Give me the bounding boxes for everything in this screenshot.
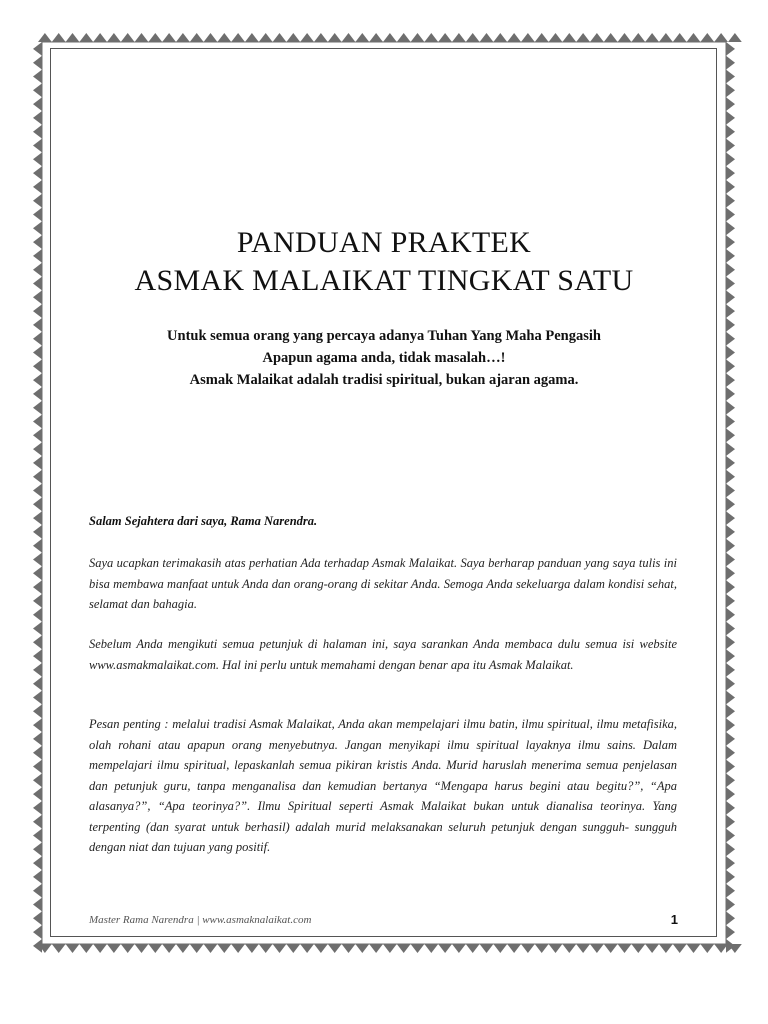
- border-triangle: [726, 401, 735, 415]
- border-triangle: [33, 511, 42, 525]
- border-triangle: [726, 704, 735, 718]
- border-triangle: [273, 33, 287, 42]
- border-triangle: [535, 944, 549, 953]
- border-triangle: [726, 594, 735, 608]
- border-triangle: [726, 691, 735, 705]
- border-triangle: [33, 608, 42, 622]
- border-triangle: [217, 33, 231, 42]
- border-triangle: [424, 33, 438, 42]
- border-triangle: [726, 208, 735, 222]
- border-triangle: [424, 944, 438, 953]
- border-triangle: [245, 33, 259, 42]
- border-triangle: [576, 944, 590, 953]
- border-triangle: [148, 944, 162, 953]
- border-triangle: [726, 746, 735, 760]
- border-triangle: [726, 497, 735, 511]
- border-triangle: [411, 944, 425, 953]
- border-triangle: [33, 663, 42, 677]
- border-triangle: [33, 691, 42, 705]
- border-triangle: [33, 525, 42, 539]
- border-triangle: [33, 194, 42, 208]
- border-triangle: [79, 33, 93, 42]
- border-triangle: [33, 842, 42, 856]
- border-triangle: [590, 33, 604, 42]
- border-triangle: [726, 97, 735, 111]
- border-triangle: [726, 70, 735, 84]
- border-triangle: [714, 33, 728, 42]
- border-triangle: [33, 884, 42, 898]
- border-triangle: [726, 566, 735, 580]
- border-triangle: [726, 166, 735, 180]
- border-triangle: [438, 944, 452, 953]
- border-triangle: [33, 787, 42, 801]
- border-triangle: [328, 944, 342, 953]
- border-triangle: [33, 704, 42, 718]
- border-triangle: [33, 497, 42, 511]
- border-triangle: [33, 801, 42, 815]
- border-triangle: [521, 944, 535, 953]
- border-triangle: [33, 415, 42, 429]
- border-triangle: [700, 944, 714, 953]
- border-triangle: [33, 732, 42, 746]
- border-triangle: [576, 33, 590, 42]
- border-triangle: [726, 801, 735, 815]
- subtitle-line1: Untuk semua orang yang percaya adanya Tuhan Yang Maha Pengasih: [167, 328, 601, 344]
- border-triangle: [135, 33, 149, 42]
- border-triangle: [726, 304, 735, 318]
- border-triangle: [286, 33, 300, 42]
- border-triangle: [314, 33, 328, 42]
- border-triangle: [121, 944, 135, 953]
- border-triangle: [700, 33, 714, 42]
- border-triangle: [33, 898, 42, 912]
- border-triangle: [231, 33, 245, 42]
- border-triangle: [726, 511, 735, 525]
- border-triangle: [231, 944, 245, 953]
- border-triangle: [631, 33, 645, 42]
- border-triangle: [107, 33, 121, 42]
- border-triangle: [726, 870, 735, 884]
- border-triangle: [33, 97, 42, 111]
- border-triangle: [562, 33, 576, 42]
- border-triangle: [148, 33, 162, 42]
- border-triangle: [726, 787, 735, 801]
- border-triangle: [714, 944, 728, 953]
- border-triangle: [33, 70, 42, 84]
- border-triangle: [549, 944, 563, 953]
- border-triangle: [38, 33, 52, 42]
- border-triangle: [687, 33, 701, 42]
- border-triangle: [328, 33, 342, 42]
- border-triangle: [726, 635, 735, 649]
- border-triangle: [217, 944, 231, 953]
- border-triangle: [397, 33, 411, 42]
- border-triangle: [726, 829, 735, 843]
- border-triangle: [726, 442, 735, 456]
- border-triangle: [726, 925, 735, 939]
- border-triangle: [300, 944, 314, 953]
- border-triangle: [342, 944, 356, 953]
- border-triangle: [726, 663, 735, 677]
- border-triangle: [726, 580, 735, 594]
- border-triangle: [33, 829, 42, 843]
- border-triangle: [33, 470, 42, 484]
- border-triangle: [33, 911, 42, 925]
- border-triangle: [645, 33, 659, 42]
- border-triangle: [355, 944, 369, 953]
- border-triangle: [687, 944, 701, 953]
- border-triangle: [618, 944, 632, 953]
- border-triangle: [383, 944, 397, 953]
- border-triangle: [726, 470, 735, 484]
- border-triangle: [726, 125, 735, 139]
- border-triangle: [507, 33, 521, 42]
- border-triangle: [204, 33, 218, 42]
- border-triangle: [33, 208, 42, 222]
- border-triangle: [33, 83, 42, 97]
- border-triangle: [33, 553, 42, 567]
- border-triangle: [726, 83, 735, 97]
- border-triangle: [618, 33, 632, 42]
- border-triangle: [726, 760, 735, 774]
- border-triangle: [659, 33, 673, 42]
- border-triangle: [726, 428, 735, 442]
- border-triangle: [355, 33, 369, 42]
- border-triangle: [33, 456, 42, 470]
- border-triangle: [369, 33, 383, 42]
- border-triangle: [190, 33, 204, 42]
- subtitle-line3: Asmak Malaikat adalah tradisi spiritual, bukan ajaran agama.: [189, 372, 579, 388]
- border-triangle: [673, 33, 687, 42]
- border-triangle: [33, 428, 42, 442]
- border-triangle: [480, 33, 494, 42]
- border-triangle: [726, 911, 735, 925]
- border-triangle: [33, 635, 42, 649]
- border-triangle: [726, 415, 735, 429]
- border-triangle: [726, 484, 735, 498]
- border-triangle: [726, 718, 735, 732]
- border-triangle: [726, 539, 735, 553]
- border-triangle: [369, 944, 383, 953]
- border-triangle: [33, 304, 42, 318]
- border-triangle: [259, 944, 273, 953]
- border-triangle: [33, 152, 42, 166]
- border-triangle: [726, 884, 735, 898]
- paragraph-important-message: Pesan penting : melalui tradisi Asmak Malaikat, Anda akan mempelajari ilmu batin, ilmu spiritual, ilmu metafisika, olah rohani atau apapun orang menyebutnya. Jangan menyikapi ilmu spiritual layaknya ilmu sains. Dalam mempelajari ilmu spiritual, lepaskanlah semua pikiran kristis Anda. Murid haruslah menerima semua penjelasan dan petunjuk guru, tanpa menganalisa dan kemudian bertanya “Mengapa harus begini atau begitu?”, “Apa alasanya?”, “Apa teorinya?”. Ilmu Spiritual seperti Asmak Malaikat bukan untuk dianalisa teorinya. Yang terpenting (dan syarat untuk berhasil) adalah murid melaksanakan seluruh petunjuk dengan sungguh- sungguh dengan niat dan tujuan yang positif.: [89, 717, 677, 854]
- border-triangle: [726, 194, 735, 208]
- border-triangle: [726, 152, 735, 166]
- border-triangle: [162, 33, 176, 42]
- border-triangle: [604, 33, 618, 42]
- border-triangle: [659, 944, 673, 953]
- border-triangle: [726, 42, 735, 56]
- border-triangle: [480, 944, 494, 953]
- border-triangle: [286, 944, 300, 953]
- border-triangle: [33, 677, 42, 691]
- border-triangle: [726, 111, 735, 125]
- border-triangle: [33, 56, 42, 70]
- border-triangle: [33, 139, 42, 153]
- border-triangle: [562, 944, 576, 953]
- border-triangle: [33, 566, 42, 580]
- border-triangle: [728, 33, 742, 42]
- border-triangle: [726, 677, 735, 691]
- border-triangle: [726, 525, 735, 539]
- border-triangle: [673, 944, 687, 953]
- border-triangle: [33, 622, 42, 636]
- border-triangle: [726, 56, 735, 70]
- border-triangle: [204, 944, 218, 953]
- border-triangle: [33, 856, 42, 870]
- border-triangle: [121, 33, 135, 42]
- border-triangle: [521, 33, 535, 42]
- border-triangle: [549, 33, 563, 42]
- border-triangle: [33, 484, 42, 498]
- border-triangle: [397, 944, 411, 953]
- border-triangle: [107, 944, 121, 953]
- border-triangle: [135, 944, 149, 953]
- border-triangle: [726, 856, 735, 870]
- border-triangle: [493, 944, 507, 953]
- border-triangle: [93, 33, 107, 42]
- border-triangle: [176, 944, 190, 953]
- border-triangle: [33, 580, 42, 594]
- border-triangle: [273, 944, 287, 953]
- border-triangle: [33, 125, 42, 139]
- border-triangle: [726, 815, 735, 829]
- border-triangle: [726, 649, 735, 663]
- border-triangle: [52, 33, 66, 42]
- border-triangle: [645, 944, 659, 953]
- border-triangle: [33, 760, 42, 774]
- border-triangle: [466, 944, 480, 953]
- border-triangle: [33, 870, 42, 884]
- border-triangle: [259, 33, 273, 42]
- border-triangle: [33, 773, 42, 787]
- border-triangle: [33, 442, 42, 456]
- border-triangle: [314, 944, 328, 953]
- border-triangle: [33, 539, 42, 553]
- border-triangle: [33, 815, 42, 829]
- border-triangle: [590, 944, 604, 953]
- border-triangle: [79, 944, 93, 953]
- border-triangle: [411, 33, 425, 42]
- border-triangle: [162, 944, 176, 953]
- border-triangle: [726, 139, 735, 153]
- border-triangle: [726, 608, 735, 622]
- subtitle-line2: Apapun agama anda, tidak masalah…!: [262, 350, 506, 366]
- border-triangle: [52, 944, 66, 953]
- border-triangle: [438, 33, 452, 42]
- border-triangle: [466, 33, 480, 42]
- border-triangle: [33, 594, 42, 608]
- footer-author-site: Master Rama Narendra | www.asmaknalaikat.com: [89, 914, 312, 926]
- border-triangle: [176, 33, 190, 42]
- salutation: Salam Sejahtera dari saya, Rama Narendra.: [89, 514, 318, 528]
- border-triangle: [452, 33, 466, 42]
- border-triangle: [383, 33, 397, 42]
- border-triangle: [726, 622, 735, 636]
- border-triangle: [726, 842, 735, 856]
- border-triangle: [33, 746, 42, 760]
- border-triangle: [726, 553, 735, 567]
- paragraph-intro: Saya ucapkan terimakasih atas perhatian Ada terhadap Asmak Malaikat. Saya berharap panduan yang saya tulis ini bisa membawa manfaat untuk Anda dan orang-orang di sekitar Anda. Semoga Anda sekeluarga dalam kondisi sehat, selamat dan bahagia.: [89, 556, 677, 611]
- border-triangle: [726, 732, 735, 746]
- border-triangle: [535, 33, 549, 42]
- border-triangle: [493, 33, 507, 42]
- document-title-line1: PANDUAN PRAKTEK: [236, 226, 532, 259]
- border-triangle: [33, 718, 42, 732]
- border-triangle: [300, 33, 314, 42]
- paragraph-website: Sebelum Anda mengikuti semua petunjuk di halaman ini, saya sarankan Anda membaca dulu semua isi website www.asmakmalaikat.com. Hal ini perlu untuk memahami dengan benar apa itu Asmak Malaikat.: [89, 637, 677, 672]
- border-triangle: [33, 166, 42, 180]
- border-triangle: [33, 111, 42, 125]
- border-triangle: [726, 773, 735, 787]
- border-triangle: [631, 944, 645, 953]
- border-triangle: [726, 898, 735, 912]
- border-triangle: [452, 944, 466, 953]
- border-triangle: [726, 456, 735, 470]
- document-title-line2: ASMAK MALAIKAT TINGKAT SATU: [134, 264, 634, 297]
- border-triangle: [33, 649, 42, 663]
- border-triangle: [33, 180, 42, 194]
- border-triangle: [507, 944, 521, 953]
- border-triangle: [33, 401, 42, 415]
- page-number: 1: [670, 912, 678, 927]
- border-triangle: [604, 944, 618, 953]
- border-triangle: [342, 33, 356, 42]
- border-triangle: [66, 944, 80, 953]
- border-triangle: [33, 939, 42, 953]
- border-triangle: [726, 180, 735, 194]
- border-triangle: [190, 944, 204, 953]
- border-triangle: [33, 42, 42, 56]
- border-triangle: [66, 33, 80, 42]
- border-triangle: [245, 944, 259, 953]
- border-triangle: [33, 925, 42, 939]
- border-triangle: [93, 944, 107, 953]
